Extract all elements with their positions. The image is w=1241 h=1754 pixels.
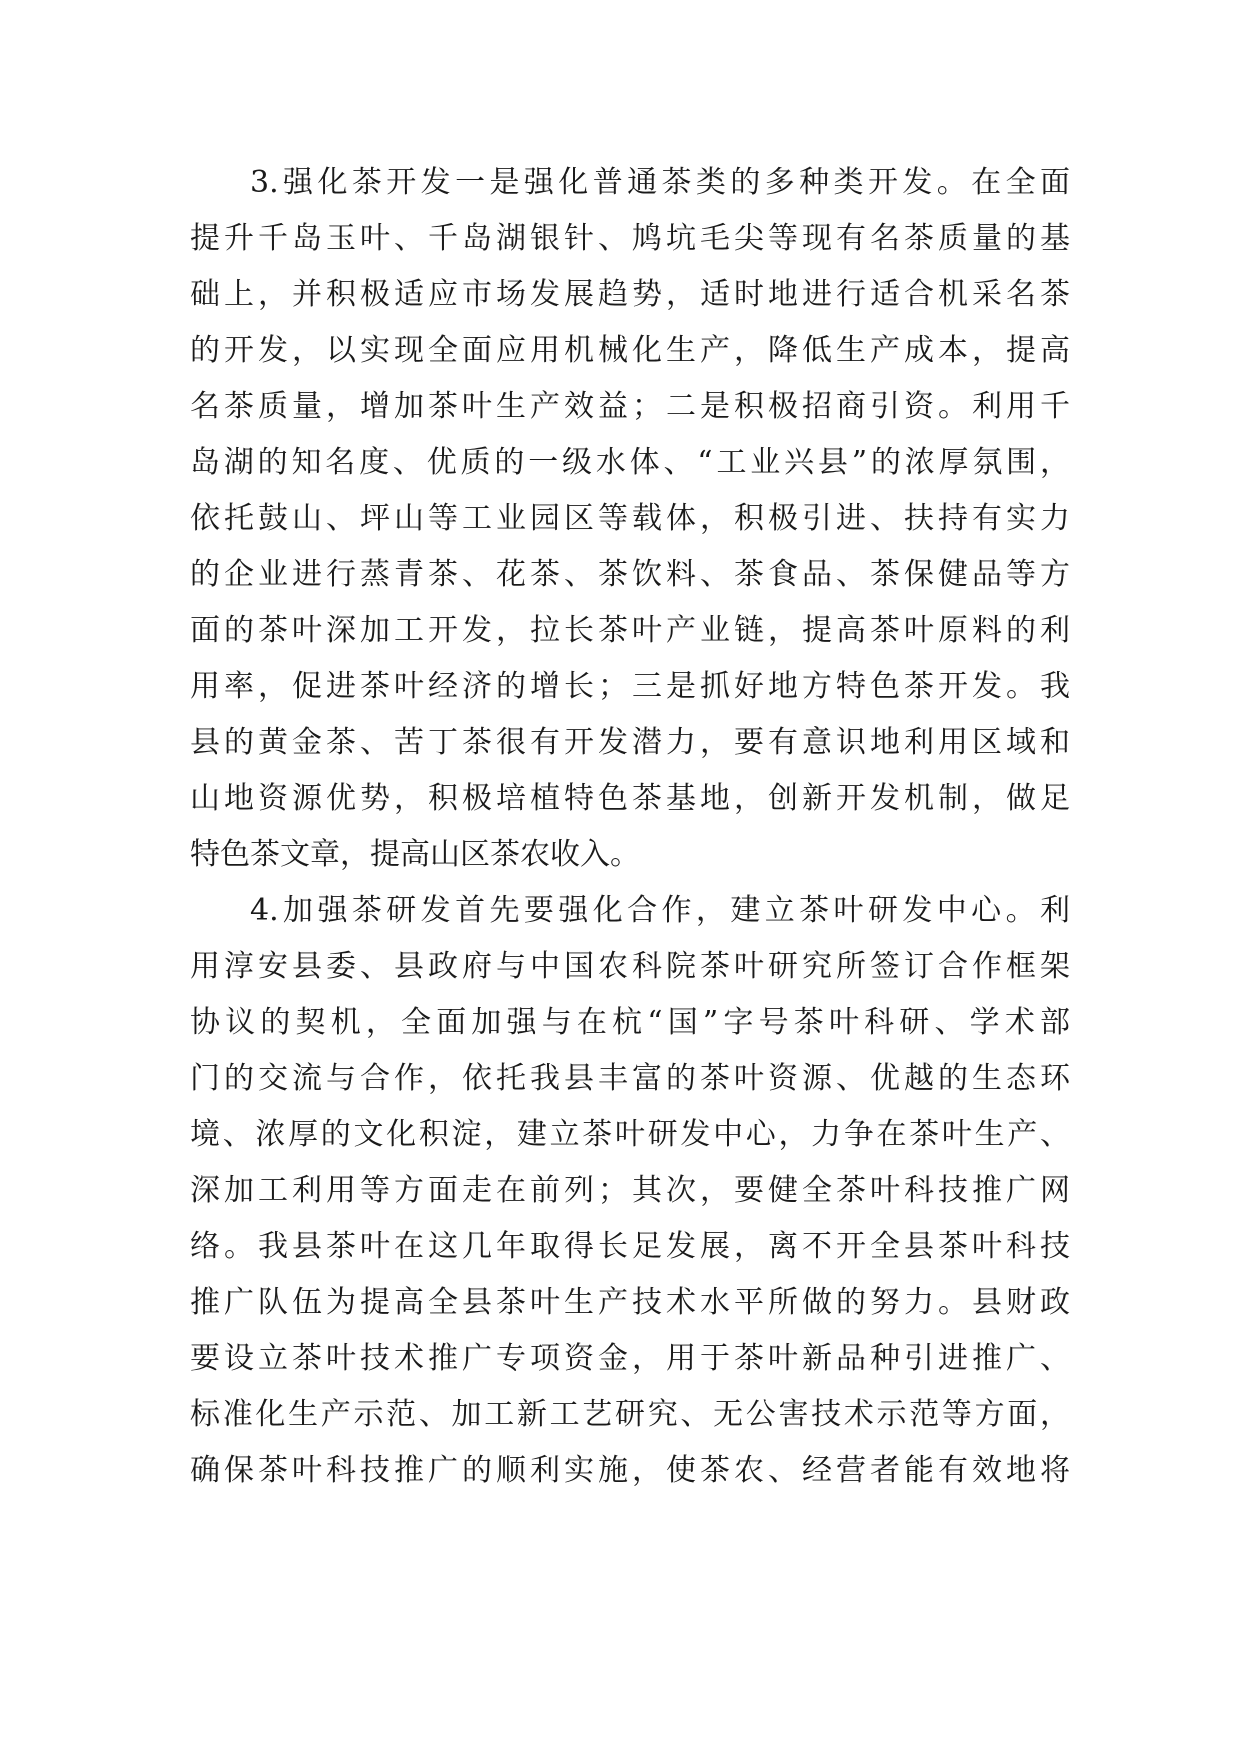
paragraph-line: 面的茶叶深加工开发，拉长茶叶产业链，提高茶叶原料的利 (190, 613, 1070, 648)
paragraph-line: 3.强化茶开发一是强化普通茶类的多种类开发。在全面 (250, 165, 1070, 200)
paragraph-line: 名茶质量，增加茶叶生产效益；二是积极招商引资。利用千 (190, 389, 1070, 424)
paragraph-line: 确保茶叶科技推广的顺利实施，使茶农、经营者能有效地将 (190, 1453, 1070, 1488)
paragraph-tea-development (190, 155, 1070, 883)
paragraph-line: 岛湖的知名度、优质的一级水体、“工业兴县”的浓厚氛围， (190, 445, 1070, 480)
paragraph-line: 推广队伍为提高全县茶叶生产技术水平所做的努力。县财政 (190, 1285, 1070, 1320)
paragraph-line: 要设立茶叶技术推广专项资金，用于茶叶新品种引进推广、 (190, 1341, 1070, 1376)
paragraph-line: 依托鼓山、坪山等工业园区等载体，积极引进、扶持有实力 (190, 501, 1070, 536)
paragraph-line: 标准化生产示范、加工新工艺研究、无公害技术示范等方面， (190, 1397, 1070, 1432)
document-body (190, 155, 1070, 1499)
paragraph-line: 的开发，以实现全面应用机械化生产，降低生产成本，提高 (190, 333, 1070, 368)
paragraph-line: 4.加强茶研发首先要强化合作，建立茶叶研发中心。利 (250, 893, 1070, 928)
paragraph-line: 用率，促进茶叶经济的增长；三是抓好地方特色茶开发。我 (190, 669, 1070, 704)
paragraph-line: 提升千岛玉叶、千岛湖银针、鸠坑毛尖等现有名茶质量的基 (190, 221, 1070, 256)
paragraph-line: 深加工利用等方面走在前列；其次，要健全茶叶科技推广网 (190, 1173, 1070, 1208)
paragraph-line: 络。我县茶叶在这几年取得长足发展，离不开全县茶叶科技 (190, 1229, 1070, 1264)
paragraph-line: 县的黄金茶、苦丁茶很有开发潜力，要有意识地利用区域和 (190, 725, 1070, 760)
paragraph-line: 境、浓厚的文化积淀，建立茶叶研发中心，力争在茶叶生产、 (190, 1117, 1070, 1152)
paragraph-line: 的企业进行蒸青茶、花茶、茶饮料、茶食品、茶保健品等方 (190, 557, 1070, 592)
paragraph-line: 用淳安县委、县政府与中国农科院茶叶研究所签订合作框架 (190, 949, 1070, 984)
paragraph-line: 山地资源优势，积极培植特色茶基地，创新开发机制，做足 (190, 781, 1070, 816)
paragraph-tea-research (190, 883, 1070, 1499)
paragraph-line: 特色茶文章，提高山区茶农收入。 (190, 837, 640, 872)
paragraph-line: 门的交流与合作，依托我县丰富的茶叶资源、优越的生态环 (190, 1061, 1070, 1096)
paragraph-line: 协议的契机，全面加强与在杭“国”字号茶叶科研、学术部 (190, 1005, 1070, 1040)
paragraph-line: 础上，并积极适应市场发展趋势，适时地进行适合机采名茶 (190, 277, 1070, 312)
